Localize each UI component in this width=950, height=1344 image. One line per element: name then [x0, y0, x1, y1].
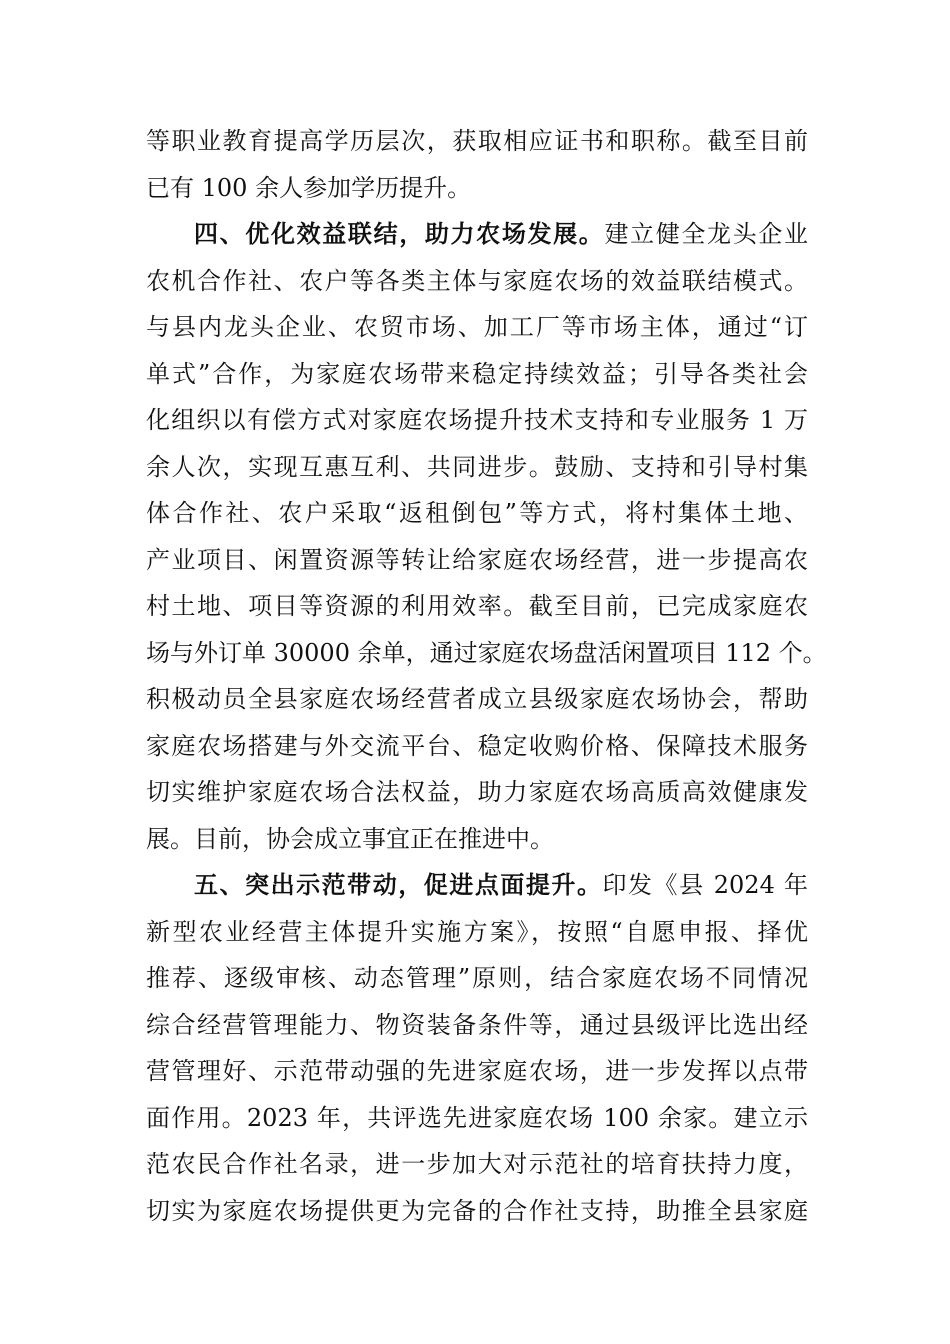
section-heading-line	[146, 862, 808, 909]
paragraph-line: 等职业教育提高学历层次，获取相应证书和职称。截至目前	[146, 127, 808, 155]
document-body	[146, 118, 827, 1234]
section-heading-5: 五、突出示范带动，促进点面提升。	[194, 871, 603, 899]
paragraph-line: 家庭农场搭建与外交流平台、稳定收购价格、保障技术服务	[146, 731, 808, 760]
paragraph-line: 化组织以有偿方式对家庭农场提升技术支持和专业服务 1 万	[146, 406, 808, 434]
paragraph-line: 新型农业经营主体提升实施方案》，按照“自愿申报、择优	[146, 917, 808, 946]
paragraph-line: 切实为家庭农场提供更为完备的合作社支持，助推全县家庭	[146, 1196, 808, 1225]
paragraph-line: 与县内龙头企业、农贸市场、加工厂等市场主体，通过“订	[146, 313, 808, 341]
paragraph-text: 建立健全龙头企业	[604, 220, 809, 248]
paragraph-line: 范农民合作社名录，进一步加大对示范社的培育扶持力度，	[146, 1150, 808, 1178]
paragraph-line: 推荐、逐级审核、动态管理”原则，结合家庭农场不同情况	[146, 964, 808, 992]
paragraph-line: 面作用。2023 年，共评选先进家庭农场 100 余家。建立示	[146, 1103, 808, 1132]
paragraph-line: 综合经营管理能力、物资装备条件等，通过县级评比选出经	[146, 1010, 808, 1039]
paragraph-line: 余人次，实现互惠互利、共同进步。鼓励、支持和引导村集	[146, 452, 808, 481]
paragraph-line: 产业项目、闲置资源等转让给家庭农场经营，进一步提高农	[146, 545, 808, 574]
paragraph-line: 展。目前，协会成立事宜正在推进中。	[146, 824, 554, 853]
paragraph-line: 积极动员全县家庭农场经营者成立县级家庭农场协会，帮助	[146, 685, 808, 713]
paragraph-line: 切实维护家庭农场合法权益，助力家庭农场高质高效健康发	[146, 778, 808, 806]
paragraph-text: 印发《县 2024 年	[602, 871, 808, 899]
paragraph-line: 单式”合作，为家庭农场带来稳定持续效益；引导各类社会	[146, 359, 808, 388]
paragraph-line: 体合作社、农户采取“返租倒包”等方式，将村集体土地、	[146, 499, 808, 527]
paragraph-line: 场与外订单 30000 余单，通过家庭农场盘活闲置项目 112 个。	[146, 638, 827, 667]
paragraph-line: 已有 100 余人参加学历提升。	[146, 173, 472, 202]
paragraph-line: 营管理好、示范带动强的先进家庭农场，进一步发挥以点带	[146, 1057, 808, 1085]
paragraph-line: 村土地、项目等资源的利用效率。截至目前，已完成家庭农	[146, 592, 808, 620]
section-heading-4: 四、优化效益联结，助力农场发展。	[194, 220, 605, 248]
section-heading-line	[146, 211, 808, 258]
paragraph-line: 农机合作社、农户等各类主体与家庭农场的效益联结模式。	[146, 266, 808, 295]
